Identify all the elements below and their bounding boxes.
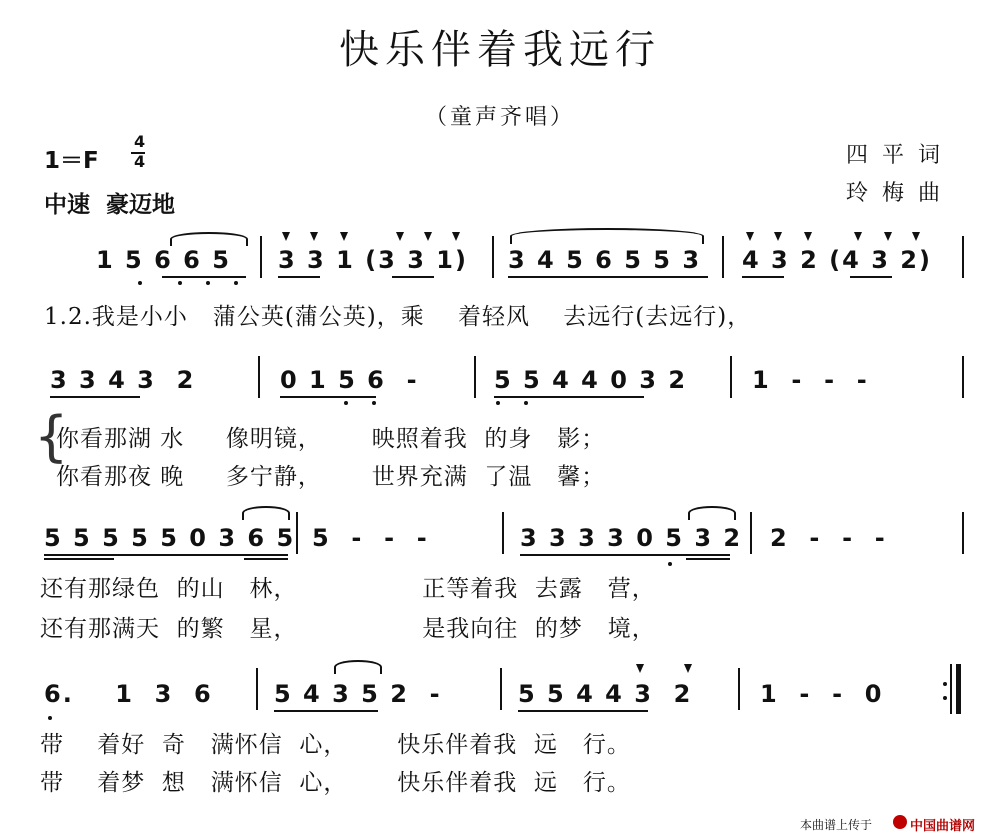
measure-2-3: 5 5 4 4 0 3 2: [494, 366, 688, 394]
accent-mark: [912, 232, 920, 241]
slur: [510, 228, 704, 244]
verse-brace: {: [34, 405, 70, 468]
tempo-marking: 中速 豪迈地: [44, 192, 176, 218]
low-octave-dot: [524, 401, 528, 405]
barline: [722, 236, 724, 278]
low-octave-dot: [496, 401, 500, 405]
site-brand[interactable]: 中国曲谱网: [910, 819, 976, 834]
key-signature: 1＝F: [44, 148, 99, 174]
beat-underline: [686, 558, 730, 560]
lyric-line: 带 着好 奇 满怀信 心， 快乐伴着我 远 行。: [40, 732, 631, 758]
accent-mark: [684, 664, 692, 673]
low-octave-dot: [206, 281, 210, 285]
measure-3-4: 2 - - -: [770, 524, 887, 552]
lyric-line: 还有那满天 的繁 星， 是我向往 的梦 境，: [40, 616, 656, 642]
slur: [242, 506, 290, 520]
accent-mark: [310, 232, 318, 241]
measure-3-1: 5 5 5 5 5 0 3 6 5: [44, 524, 296, 552]
measure-4-2: 5 4 3 5 2 -: [274, 680, 442, 708]
barline: [962, 512, 964, 554]
lyric-line: 你看那湖 水 像明镜， 映照着我 的身 影；: [56, 426, 606, 452]
barline: [500, 668, 502, 710]
measure-4-4: 1 - - 0: [760, 680, 884, 708]
measure-4-3: 5 5 4 4 3 2: [518, 680, 693, 708]
beat-underline: [44, 558, 114, 560]
measure-2-1: 3 3 4 3 2: [50, 366, 196, 394]
accent-mark: [746, 232, 754, 241]
barline: [962, 236, 964, 278]
barline: [474, 356, 476, 398]
slur: [688, 506, 736, 520]
beat-underline: [278, 276, 320, 278]
low-octave-dot: [234, 281, 238, 285]
beat-underline: [850, 276, 892, 278]
measure-1-1: 1 5 6 6 5: [96, 246, 231, 274]
accent-mark: [884, 232, 892, 241]
low-octave-dot: [668, 562, 672, 566]
beat-underline: [520, 554, 730, 556]
upload-note: 本曲谱上传于: [800, 818, 873, 832]
measure-1-2: 3 3 1 (3 3 1): [278, 246, 468, 274]
time-signature-top: 4: [134, 132, 146, 151]
slur: [334, 660, 382, 674]
beat-underline: [518, 710, 648, 712]
low-octave-dot: [344, 401, 348, 405]
barline: [256, 668, 258, 710]
lyricist-credit: 四平词: [846, 143, 955, 168]
measure-2-4: 1 - - -: [752, 366, 869, 394]
beat-underline: [508, 276, 708, 278]
site-logo-icon: [893, 815, 907, 829]
accent-mark: [424, 232, 432, 241]
beat-underline: [742, 276, 784, 278]
measure-3-2: 5 - - -: [312, 524, 429, 552]
lyric-line: 你看那夜 晚 多宁静， 世界充满 了温 馨；: [56, 464, 606, 490]
barline: [492, 236, 494, 278]
accent-mark: [340, 232, 348, 241]
song-title: 快乐伴着我远行: [339, 27, 661, 73]
barline: [296, 512, 298, 554]
measure-2-2: 0 1 5 6 -: [280, 366, 419, 394]
repeat-dot: [943, 682, 947, 686]
barline: [962, 356, 964, 398]
accent-mark: [396, 232, 404, 241]
beat-underline: [494, 396, 644, 398]
low-octave-dot: [372, 401, 376, 405]
beat-underline: [44, 554, 288, 556]
measure-4-1: 6. 1 3 6: [44, 680, 213, 708]
measure-1-4: 4 3 2 (4 3 2): [742, 246, 932, 274]
lyric-line: 还有那绿色 的山 林， 正等着我 去露 营，: [40, 576, 656, 602]
song-subtitle: （童声齐唱）: [424, 105, 575, 130]
accent-mark: [636, 664, 644, 673]
barline: [502, 512, 504, 554]
repeat-dot: [943, 696, 947, 700]
measure-3-3: 3 3 3 3 0 5 3 2: [520, 524, 743, 552]
low-octave-dot: [138, 281, 142, 285]
lyric-line: 1.2.我是小小 蒲公英(蒲公英)，乘 着轻风 去远行(去远行)，: [44, 304, 752, 330]
accent-mark: [774, 232, 782, 241]
lyric-line: 带 着梦 想 满怀信 心， 快乐伴着我 远 行。: [40, 770, 631, 796]
beat-underline: [280, 396, 376, 398]
composer-credit: 玲梅曲: [846, 181, 955, 206]
final-barline-thick: [956, 664, 961, 714]
final-barline-thin: [950, 664, 952, 714]
time-signature-bottom: 4: [134, 152, 146, 171]
accent-mark: [854, 232, 862, 241]
measure-1-3: 3 4 5 6 5 5 3: [508, 246, 702, 274]
low-octave-dot: [48, 716, 52, 720]
beat-underline: [392, 276, 434, 278]
barline: [260, 236, 262, 278]
barline: [738, 668, 740, 710]
beat-underline: [50, 396, 140, 398]
low-octave-dot: [178, 281, 182, 285]
slur: [170, 232, 248, 246]
accent-mark: [282, 232, 290, 241]
beat-underline: [244, 558, 288, 560]
accent-mark: [452, 232, 460, 241]
barline: [730, 356, 732, 398]
beat-underline: [274, 710, 378, 712]
accent-mark: [804, 232, 812, 241]
beat-underline: [162, 276, 246, 278]
barline: [258, 356, 260, 398]
barline: [750, 512, 752, 554]
